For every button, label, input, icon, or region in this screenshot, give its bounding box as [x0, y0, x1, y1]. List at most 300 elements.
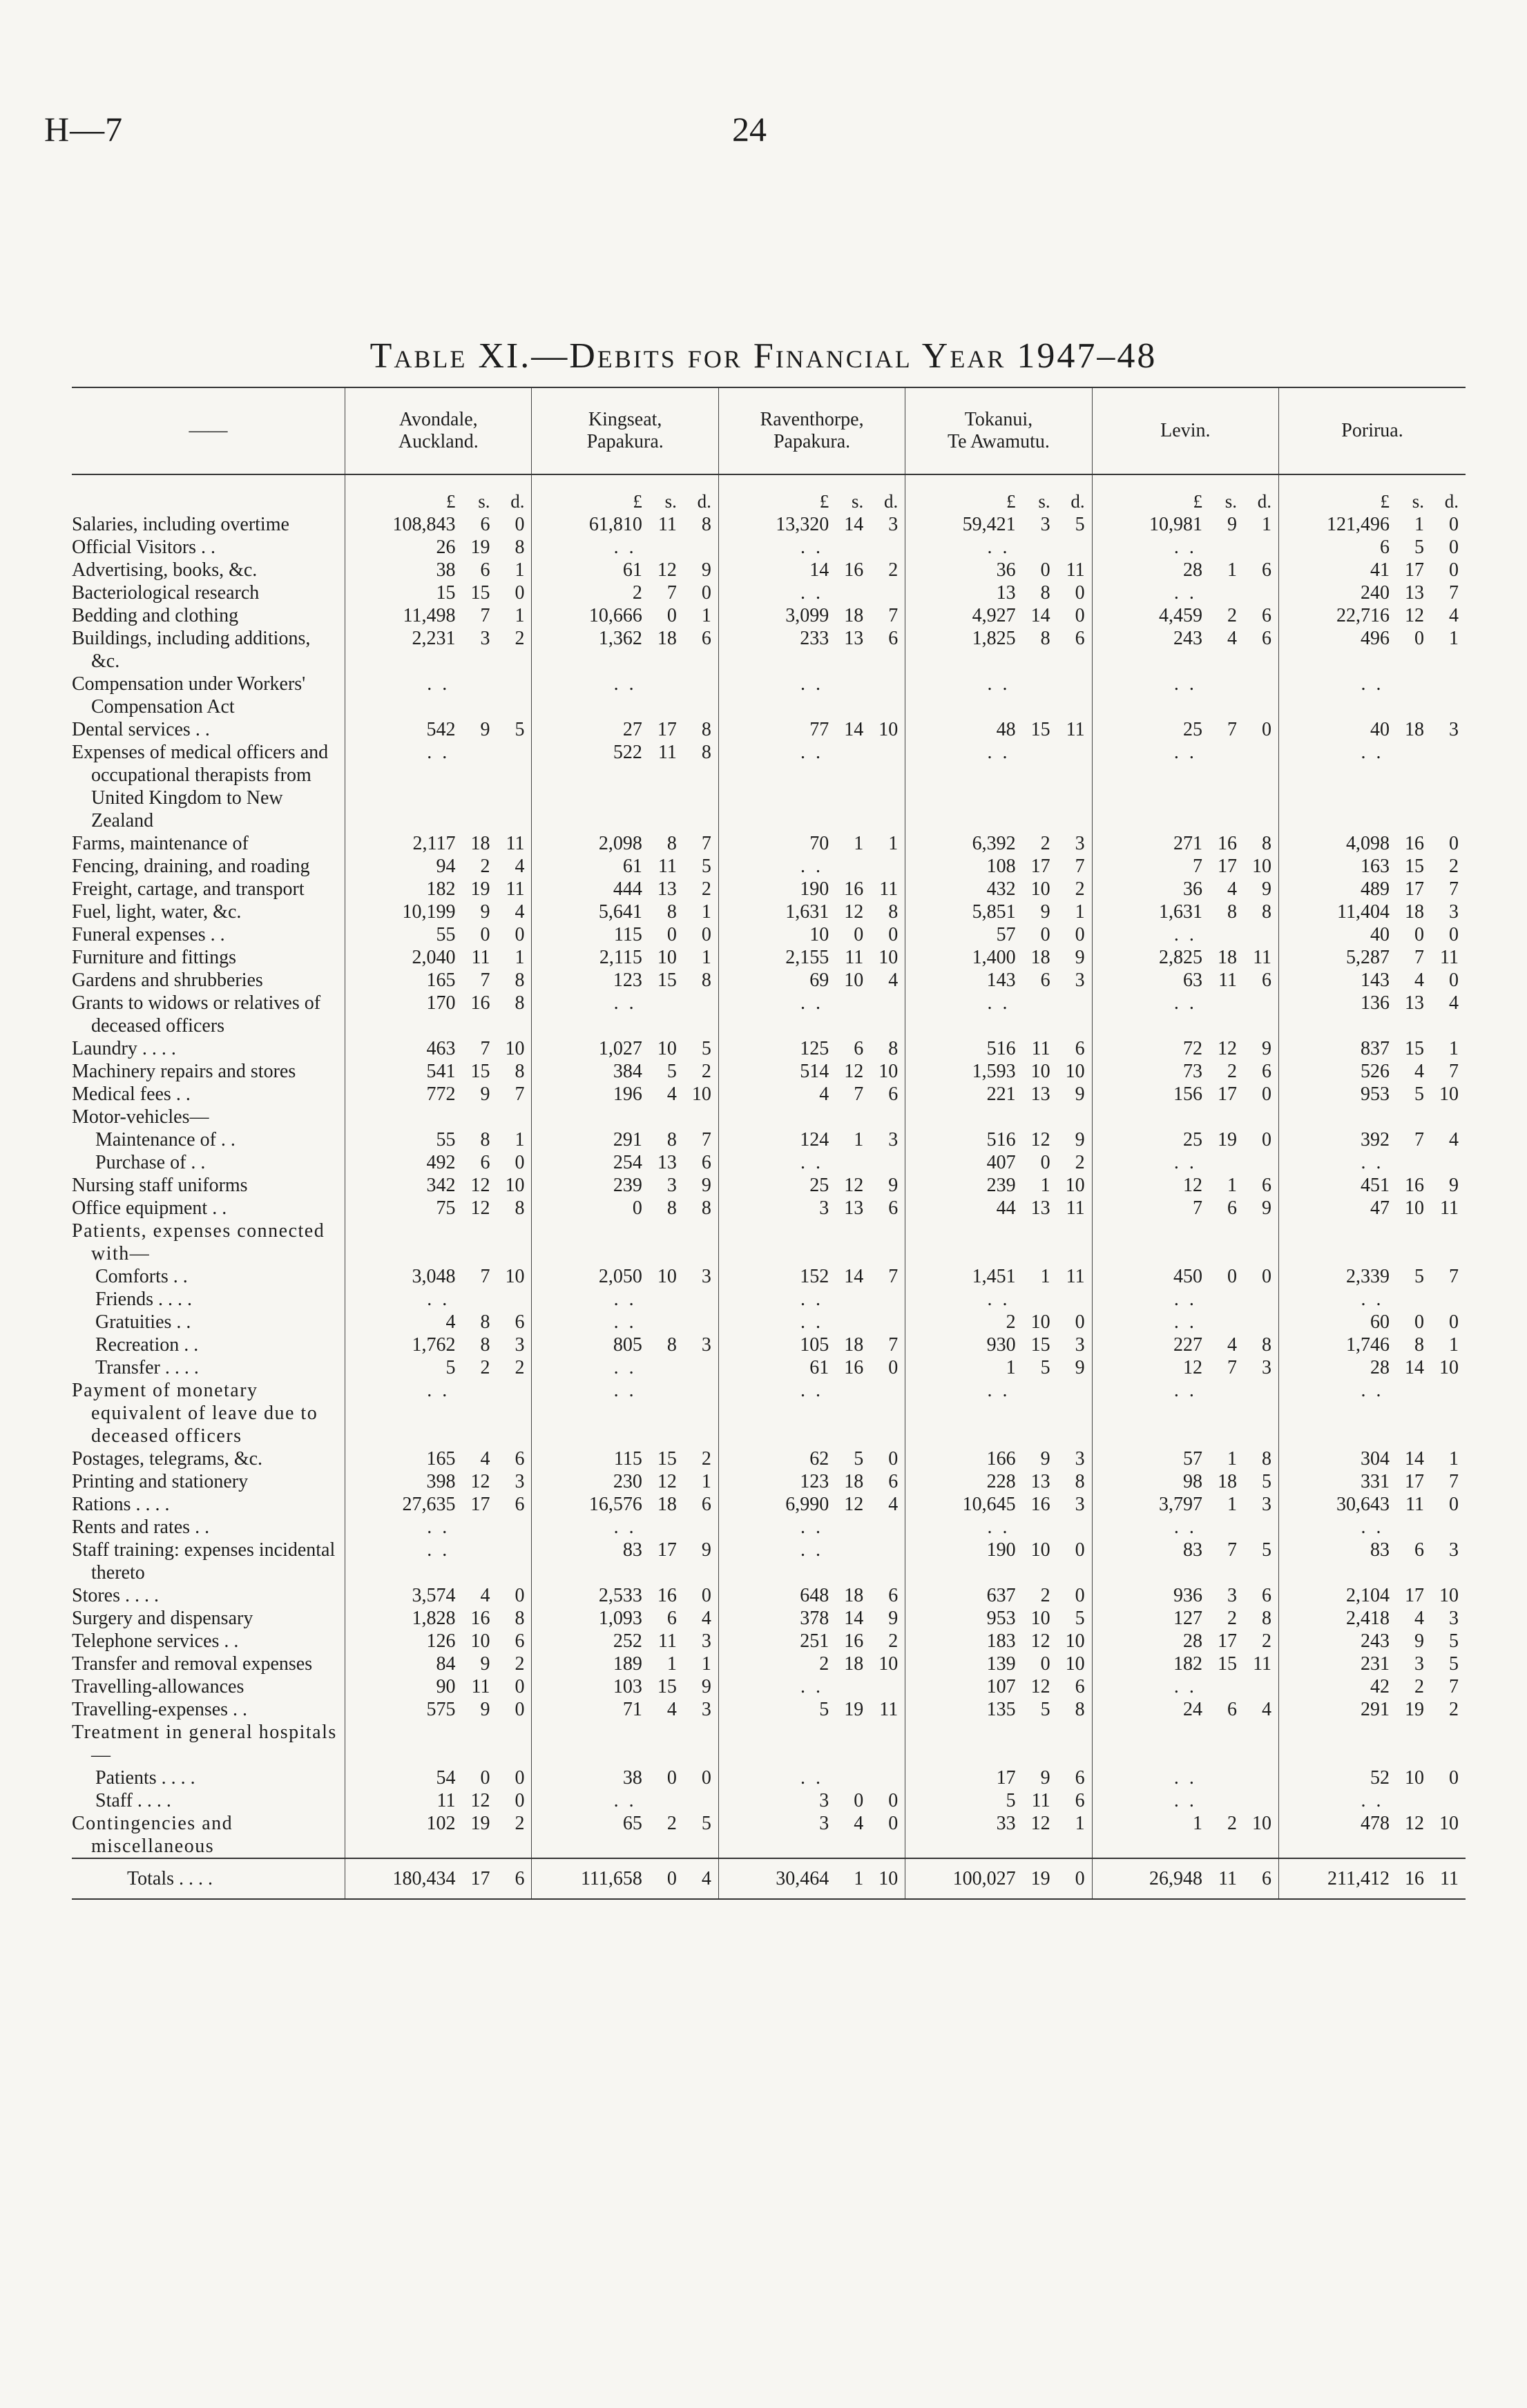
amount: [905, 832, 1091, 855]
amount: [905, 1653, 1091, 1675]
value-cell: [905, 559, 1092, 581]
value-cell: [905, 513, 1092, 536]
value-cell: [345, 1766, 532, 1789]
amount-pence: 9: [1075, 1357, 1085, 1378]
value-cell: [1279, 718, 1466, 741]
amount-pounds: 47: [1370, 1197, 1390, 1219]
amount-pence: 1: [701, 1471, 711, 1492]
amount: [345, 604, 531, 627]
amount-shillings: 0: [1414, 1311, 1424, 1333]
value-cell: [532, 1151, 718, 1174]
amount-pence: 2: [515, 628, 525, 649]
amount-pence: 8: [1262, 833, 1272, 854]
amount-pence: 10: [1252, 856, 1272, 877]
amount-pounds: 211,412: [1327, 1868, 1390, 1889]
amount-shillings: 2: [666, 1813, 677, 1834]
value-cell: [532, 1106, 718, 1128]
amount: [345, 1812, 531, 1835]
amount: [1279, 559, 1466, 581]
value-cell: [345, 627, 532, 673]
amount-pounds: 83: [622, 1539, 642, 1561]
amount: [532, 1675, 718, 1698]
value-cell: [532, 878, 718, 900]
value-cell: [345, 1675, 532, 1698]
nil-marker: . .: [800, 1516, 824, 1538]
amount-pounds: 22,716: [1336, 605, 1390, 626]
value-cell: [718, 1060, 905, 1083]
value-cell: [1279, 1607, 1466, 1630]
amount-shillings: 17: [1218, 1083, 1238, 1105]
amount-pence: 0: [701, 582, 711, 604]
amount-pounds: 15: [436, 582, 456, 604]
value-cell: [345, 581, 532, 604]
amount-shillings: 14: [1030, 605, 1050, 626]
amount-pounds: 83: [1183, 1539, 1203, 1561]
amount-shillings: 0: [666, 924, 677, 945]
amount-pounds: 108: [986, 856, 1016, 877]
amount-shillings: 3: [666, 1175, 677, 1196]
unit-label: s.: [1412, 491, 1424, 512]
column-header-line1: Raventhorpe,: [760, 409, 864, 430]
value-cell: [905, 1698, 1092, 1721]
units: [345, 490, 531, 513]
amount-pence: 2: [1262, 1630, 1272, 1652]
amount-pence: 6: [888, 1197, 899, 1219]
value-cell: [532, 1333, 718, 1356]
amount-shillings: 6: [854, 1038, 864, 1059]
value-cell: [905, 1630, 1092, 1653]
unit-label: s.: [664, 491, 677, 512]
row-label-cell: [72, 992, 345, 1037]
amount-pounds: 637: [986, 1585, 1016, 1606]
amount-shillings: 11: [657, 742, 677, 763]
amount: [532, 581, 718, 604]
amount: [719, 923, 905, 946]
value-cell: [532, 1766, 718, 1789]
amount-pence: 6: [1075, 1676, 1085, 1697]
amount: [345, 1197, 531, 1220]
row-label: Salaries, including overtime: [72, 514, 289, 535]
table-title: Table XI.—Debits for Financial Year 1947–48: [369, 336, 1158, 376]
amount-pence: 5: [1075, 1608, 1085, 1629]
value-cell: [905, 1493, 1092, 1516]
amount-pence: 0: [515, 1585, 525, 1606]
amount-pence: 6: [1262, 628, 1272, 649]
amount-shillings: 1: [1227, 559, 1238, 581]
amount: [345, 1789, 531, 1812]
amount-shillings: 9: [1414, 1630, 1424, 1652]
amount-shillings: 8: [1040, 628, 1050, 649]
nil-marker: . .: [427, 1516, 450, 1538]
value-cell: [905, 1037, 1092, 1060]
value-cell: [718, 513, 905, 536]
amount-pounds: 27,635: [402, 1494, 456, 1515]
table-row: [72, 1516, 1466, 1539]
amount: [719, 1197, 905, 1220]
value-cell: [532, 536, 718, 559]
amount-pounds: 492: [426, 1152, 456, 1173]
amount-pounds: 230: [613, 1471, 642, 1492]
value-cell: [718, 1584, 905, 1607]
amount-pence: 0: [1449, 1767, 1459, 1789]
amount-pence: 5: [701, 1813, 711, 1834]
column-header-line2: Papakura.: [773, 431, 851, 452]
table-row: [72, 604, 1466, 627]
value-cell: [1092, 1447, 1278, 1470]
amount-pounds: 271: [1173, 833, 1203, 854]
value-cell: [718, 855, 905, 878]
amount-pence: 6: [515, 1630, 525, 1652]
nil-marker: . .: [613, 1311, 637, 1333]
table-row: [72, 1584, 1466, 1607]
amount-shillings: 0: [1040, 559, 1050, 581]
amount-pence: 6: [701, 628, 711, 649]
amount: [532, 832, 718, 855]
nil-marker: . .: [1173, 992, 1197, 1014]
amount-pence: 1: [888, 833, 899, 854]
units-cell: [345, 474, 532, 513]
total-cell: [1279, 1858, 1466, 1899]
amount: [905, 946, 1091, 969]
value-cell: [1279, 741, 1466, 832]
amount-pounds: 3: [819, 1813, 829, 1834]
value-cell: [345, 1653, 532, 1675]
amount-shillings: 6: [480, 559, 490, 581]
amount-shillings: 6: [1227, 1699, 1238, 1720]
amount-pounds: 24: [1183, 1699, 1203, 1720]
amount-pounds: 3: [819, 1790, 829, 1811]
amount: [1279, 581, 1466, 604]
value-cell: [1279, 1470, 1466, 1493]
amount-pounds: 62: [809, 1448, 829, 1470]
value-cell: [345, 513, 532, 536]
amount-pounds: 11,404: [1337, 901, 1390, 923]
amount: [719, 1356, 905, 1379]
amount-pence: 10: [878, 947, 899, 968]
table-row: [72, 581, 1466, 604]
amount-pounds: 254: [613, 1152, 642, 1173]
value-cell: [1279, 513, 1466, 536]
value-cell: [1279, 559, 1466, 581]
amount-shillings: 16: [844, 1357, 864, 1378]
amount: [1279, 1698, 1466, 1721]
amount-pence: 10: [1065, 1061, 1085, 1082]
amount-pence: 3: [701, 1266, 711, 1287]
amount: [719, 969, 905, 992]
column-header-line1: Tokanui,: [964, 409, 1033, 430]
row-label-cell: [72, 1766, 345, 1789]
amount-pence: 10: [691, 1083, 711, 1105]
amount-shillings: 18: [1218, 1471, 1238, 1492]
amount-pence: 0: [1262, 1266, 1272, 1287]
amount-pence: 7: [1449, 582, 1459, 604]
amount-shillings: 10: [470, 1630, 490, 1652]
row-label-cell: [72, 1151, 345, 1174]
amount-pence: 6: [515, 1311, 525, 1333]
amount-shillings: 9: [480, 1699, 490, 1720]
value-cell: [532, 1789, 718, 1812]
value-cell: [718, 1493, 905, 1516]
amount: [905, 581, 1091, 604]
unit-label: d.: [510, 491, 525, 512]
amount-pence: 10: [1439, 1585, 1459, 1606]
row-label: Medical fees . .: [72, 1083, 191, 1105]
value-cell: [1092, 1516, 1278, 1539]
amount-shillings: 12: [1405, 605, 1424, 626]
amount-pence: 9: [888, 1175, 899, 1196]
amount: [532, 1493, 718, 1516]
value-cell: [718, 878, 905, 900]
nil-marker: . .: [1173, 1311, 1197, 1333]
value-cell: [1279, 1106, 1466, 1128]
table-row: [72, 855, 1466, 878]
amount-pounds: 94: [436, 856, 456, 877]
nil-marker: . .: [1173, 1380, 1197, 1401]
amount-shillings: 16: [1030, 1494, 1050, 1515]
unit-label: s.: [851, 491, 864, 512]
unit-label: £: [1193, 491, 1203, 512]
value-cell: [905, 1447, 1092, 1470]
page-number: 24: [732, 110, 767, 148]
amount-pence: 6: [1262, 1585, 1272, 1606]
value-cell: [905, 855, 1092, 878]
amount-pence: 10: [878, 1061, 899, 1082]
nil-marker: . .: [613, 673, 637, 695]
amount-pence: 0: [701, 1767, 711, 1789]
row-label: Treatment in general hospitals—: [72, 1722, 337, 1766]
amount: [1093, 1128, 1278, 1151]
amount-pence: 11: [1253, 947, 1272, 968]
column-header-line1: Avondale,: [398, 409, 478, 430]
amount-pounds: 10,645: [962, 1494, 1016, 1515]
amount-shillings: 8: [1040, 582, 1050, 604]
row-label-cell: [72, 1630, 345, 1653]
nil-marker: . .: [1173, 1767, 1197, 1789]
amount-pounds: 3,797: [1159, 1494, 1203, 1515]
amount: [345, 1607, 531, 1630]
amount-pounds: 42: [1370, 1676, 1390, 1697]
nil-marker: . .: [427, 742, 450, 763]
amount-shillings: 10: [657, 1266, 677, 1287]
amount-pounds: 48: [996, 719, 1016, 740]
value-cell: [1279, 581, 1466, 604]
amount-shillings: 8: [480, 1311, 490, 1333]
amount: [905, 1197, 1091, 1220]
amount: [905, 1630, 1091, 1653]
row-label-cell: [72, 1584, 345, 1607]
value-cell: [905, 1311, 1092, 1333]
amount: [532, 1197, 718, 1220]
amount: [1093, 1867, 1278, 1890]
row-label-cell: [72, 878, 345, 900]
amount-shillings: 12: [1030, 1630, 1050, 1652]
amount: [345, 1493, 531, 1516]
value-cell: [905, 1220, 1092, 1265]
amount-pounds: 378: [800, 1608, 829, 1629]
amount-shillings: 1: [854, 833, 864, 854]
amount-pence: 2: [515, 1653, 525, 1675]
amount-pounds: 196: [613, 1083, 642, 1105]
unit-label: £: [1006, 491, 1016, 512]
amount-pounds: 71: [622, 1699, 642, 1720]
amount-pence: 0: [515, 1790, 525, 1811]
amount: [1093, 855, 1278, 878]
amount-pounds: 1: [1193, 1813, 1203, 1834]
units-cell: [718, 474, 905, 513]
amount-shillings: 17: [1218, 856, 1238, 877]
value-cell: [718, 1083, 905, 1106]
amount-shillings: 19: [470, 537, 490, 558]
amount-shillings: 8: [1227, 901, 1238, 923]
document-series: H—7: [44, 110, 124, 148]
amount: [532, 1630, 718, 1653]
amount-shillings: 1: [1040, 1266, 1050, 1287]
amount: [1279, 513, 1466, 536]
amount-shillings: 15: [470, 582, 490, 604]
amount: [1093, 1470, 1278, 1493]
amount: [1279, 1174, 1466, 1197]
amount: [719, 1789, 905, 1812]
value-cell: [1279, 604, 1466, 627]
value-cell: [1279, 1653, 1466, 1675]
row-label: Transfer . . . .: [95, 1357, 199, 1378]
value-cell: [905, 627, 1092, 673]
amount-pence: 11: [879, 1699, 899, 1720]
row-label-cell: [72, 673, 345, 718]
nil-marker: . .: [987, 673, 1010, 695]
amount-pounds: 73: [1183, 1061, 1203, 1082]
value-cell: [718, 1766, 905, 1789]
amount-pence: 10: [878, 1653, 899, 1675]
value-cell: [1279, 1288, 1466, 1311]
amount: [1279, 1060, 1466, 1083]
value-cell: [345, 718, 532, 741]
value-cell: [905, 1128, 1092, 1151]
amount-pence: 2: [888, 559, 899, 581]
nil-marker: . .: [613, 1790, 637, 1811]
value-cell: [345, 969, 532, 992]
value-cell: [1092, 1151, 1278, 1174]
amount-pounds: 182: [426, 878, 456, 900]
amount-shillings: 17: [470, 1868, 490, 1889]
amount-pence: 8: [701, 1197, 711, 1219]
amount: [1093, 946, 1278, 969]
amount: [532, 1151, 718, 1174]
amount-shillings: 16: [1405, 1868, 1424, 1889]
nil-marker: . .: [800, 1289, 824, 1310]
value-cell: [1092, 1698, 1278, 1721]
amount-shillings: 10: [1030, 878, 1050, 900]
value-cell: [532, 1516, 718, 1539]
table-row: [72, 992, 1466, 1037]
amount-shillings: 14: [844, 719, 864, 740]
value-cell: [532, 581, 718, 604]
amount: [719, 900, 905, 923]
amount-pounds: 90: [436, 1676, 456, 1697]
amount: [532, 1607, 718, 1630]
value-cell: [1092, 946, 1278, 969]
row-label-cell: [72, 1356, 345, 1379]
amount-shillings: 16: [657, 1585, 677, 1606]
amount-pence: 9: [701, 559, 711, 581]
amount: [905, 900, 1091, 923]
value-cell: [1279, 1265, 1466, 1288]
amount-pounds: 69: [809, 970, 829, 991]
value-cell: [1092, 992, 1278, 1037]
amount-shillings: 2: [1227, 1813, 1238, 1834]
amount: [532, 946, 718, 969]
table-row: [72, 1721, 1466, 1766]
value-cell: [905, 1379, 1092, 1447]
value-cell: [532, 992, 718, 1037]
amount-pounds: 26: [436, 537, 456, 558]
amount-pounds: 77: [809, 719, 829, 740]
amount-pounds: 10,199: [402, 901, 456, 923]
amount-shillings: 17: [1405, 1585, 1424, 1606]
value-cell: [1279, 1220, 1466, 1265]
units: [719, 490, 905, 513]
amount-pence: 6: [1075, 628, 1085, 649]
amount-pence: 10: [878, 1868, 899, 1889]
value-cell: [905, 1288, 1092, 1311]
amount-shillings: 0: [666, 605, 677, 626]
amount-shillings: 6: [480, 514, 490, 535]
amount: [1279, 855, 1466, 878]
amount-pence: 0: [1075, 1868, 1085, 1889]
row-label: Advertising, books, &c.: [72, 559, 258, 581]
amount-shillings: 4: [1227, 878, 1238, 900]
amount-pounds: 1,631: [1159, 901, 1203, 923]
value-cell: [718, 992, 905, 1037]
amount-pounds: 10: [809, 924, 829, 945]
amount-shillings: 13: [1405, 992, 1424, 1014]
nil-marker: . .: [987, 742, 1010, 763]
amount-shillings: 13: [1030, 1197, 1050, 1219]
amount-pounds: 121,496: [1327, 514, 1390, 535]
value-cell: [532, 1812, 718, 1858]
amount: [345, 1265, 531, 1288]
amount-shillings: 19: [1030, 1868, 1050, 1889]
amount-shillings: 1: [1227, 1175, 1238, 1196]
amount-pounds: 65: [622, 1813, 642, 1834]
amount-pence: 0: [1449, 1494, 1459, 1515]
amount: [1279, 1812, 1466, 1835]
amount: [345, 1333, 531, 1356]
value-cell: [905, 1106, 1092, 1128]
column-header: [905, 387, 1092, 474]
table-row: [72, 1220, 1466, 1265]
amount: [719, 1174, 905, 1197]
amount-shillings: 7: [480, 605, 490, 626]
amount-pence: 11: [1066, 559, 1085, 581]
amount-pence: 3: [1075, 833, 1085, 854]
amount-pence: 10: [505, 1266, 525, 1287]
value-cell: [905, 1789, 1092, 1812]
amount-pence: 4: [515, 856, 525, 877]
amount-pounds: 143: [986, 970, 1016, 991]
amount-shillings: 6: [1414, 1539, 1424, 1561]
amount-pounds: 2: [1006, 1311, 1016, 1333]
amount-pounds: 123: [613, 970, 642, 991]
amount-shillings: 14: [1405, 1357, 1424, 1378]
amount-shillings: 12: [470, 1175, 490, 1196]
nil-marker: . .: [987, 1380, 1010, 1401]
amount-shillings: 16: [1405, 833, 1424, 854]
amount-pence: 6: [888, 1585, 899, 1606]
amount-pence: 8: [515, 970, 525, 991]
amount-pounds: 252: [613, 1630, 642, 1652]
unit-label: s.: [1225, 491, 1238, 512]
